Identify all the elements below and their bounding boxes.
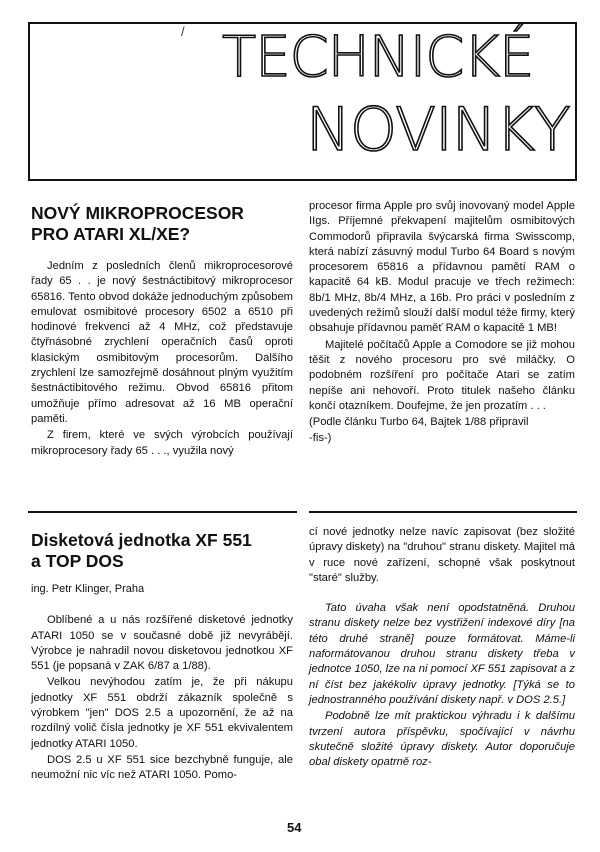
article1-source: (Podle článku Turbo 64, Bajtek 1/88 připravil xyxy=(309,416,529,429)
editorial-note xyxy=(309,601,575,770)
article2-right-column xyxy=(309,525,575,771)
article2-paragraph: DOS 2.5 u XF 551 sice bezchybně funguje, ale neumožní nic víc než ATARI 1050. Pomo- xyxy=(31,753,293,782)
article1-title-line1: NOVÝ MIKROPROCESOR xyxy=(31,203,244,223)
header-tick-mark: / xyxy=(181,24,185,39)
article2-title-line1: Disketová jednotka XF 551 xyxy=(31,530,252,550)
article1-title-line2: PRO ATARI XL/XE? xyxy=(31,224,191,244)
section-divider-left xyxy=(28,511,297,513)
article2-title-line2: a TOP DOS xyxy=(31,551,124,571)
article1-signature: -fis-) xyxy=(309,432,332,445)
article1-paragraph: Z firem, které ve svých výrobcích používají mikroprocesory řady 65 . . ., využila nový xyxy=(31,429,293,457)
article2-paragraph: cí nové jednotky nelze navíc zapisovat (bez složité úpravy diskety) na "druhou" stranu diskety. Majitel má v ruce nové zařízení, schopné však poskytnout "staré" služby. xyxy=(309,526,575,584)
article1-right-column xyxy=(309,199,575,448)
article2-byline: ing. Petr Klinger, Praha xyxy=(31,583,145,595)
page-number: 54 xyxy=(287,820,302,835)
article1-title xyxy=(31,203,293,245)
article1-paragraph: Majitelé počítačů Apple a Comodore se již mohou těšit z nového procesoru pro své miláčky. O podobném rozšíření pro počítače Atari se zatím nepíše ani nehovoří. Proto titulek našeho článku končí otazníkem. Doufejme, že jen prozatím . . . xyxy=(309,338,575,412)
article1-paragraph: Jedním z posledních členů mikroprocesorové řady 65 . . je nový šestnáctibitový mikroprocesor 65816. Tento obvod dokáže jednoduchým způsobem emulovat osmibitové procesory 6502 a 6510 při hodinové frekvenci až 4 MHz, což představuje čtyřnásobné zrychlení operačních časů oproti klasickým osmibitovým procesorům. Dalšího zrychlení lze samozřejmě dosáhnout plným využitím šestnáctibitového režimu. Obvod 65816 přitom umožňuje přímo adresovat až 16 MB operační paměti. xyxy=(31,260,293,425)
editorial-note-paragraph: Podobně lze mít praktickou výhradu i k dalšímu tvrzení autora příspěvku, spočívající v návrhu skutečně složité úpravy diskety. Autor doporučuje obal diskety opatrně roz- xyxy=(309,710,575,769)
section-divider-right xyxy=(309,511,577,513)
article1-paragraph: procesor firma Apple pro svůj inovovaný model Apple IIgs. Příjemné překvapení majitelům osmibitových Commodorů připravila švýcarská firma Swisscomp, která nabízí zásuvný modul Turbo 64 Board s novým procesorem 65816 a přídavnou pamětí RAM o kapacitě 64 kB. Modul pracuje ve třech režimech: 8b/1 MHz, 8b/4 MHz, a 16b. Pro práci v posledním z uvedených režimů slouží další modul téže firmy, který obsahuje přídavnou paměť RAM o kapacitě 1 MB! xyxy=(309,200,575,335)
editorial-note-paragraph: Tato úvaha však není opodstatněná. Druhou stranu diskety nelze bez vystřižení indexové díry [na této druhé straně] pouze formátovat. Máme-li naformátovanou druhou stranu diskety třeba v jednotce 1050, lze na ni pomocí XF 551 zapisovat a z ní číst bez jakékoliv úpravy jednotky. [Týká se to jednostranného používání diskety např. v DOS 2.5.] xyxy=(309,602,575,706)
header-title-line1: TECHNICKÉ xyxy=(222,25,534,90)
article1-left-column xyxy=(31,203,293,460)
article2-paragraph: Velkou nevýhodou zatím je, že při nákupu jednotky XF 551 obdrží zákazník společně s výrobkem "jen" DOS 2.5 a upozornění, že až na rozdílný volič čísla jednotky je XF 551 ekvivalentem jednotky ATARI 1050. xyxy=(31,676,293,750)
article2-left-column xyxy=(31,530,293,785)
article2-paragraph: Oblíbené a u nás rozšířené disketové jednotky ATARI 1050 se v současné době již nevyrábějí. Výrobce je nahradil novou disketovou jednotkou XF 551 (je popsaná v ZAK 6/87 a 1/88). xyxy=(31,614,293,673)
article2-title xyxy=(31,530,293,572)
header-title-line2: NOVINKY xyxy=(306,95,570,165)
